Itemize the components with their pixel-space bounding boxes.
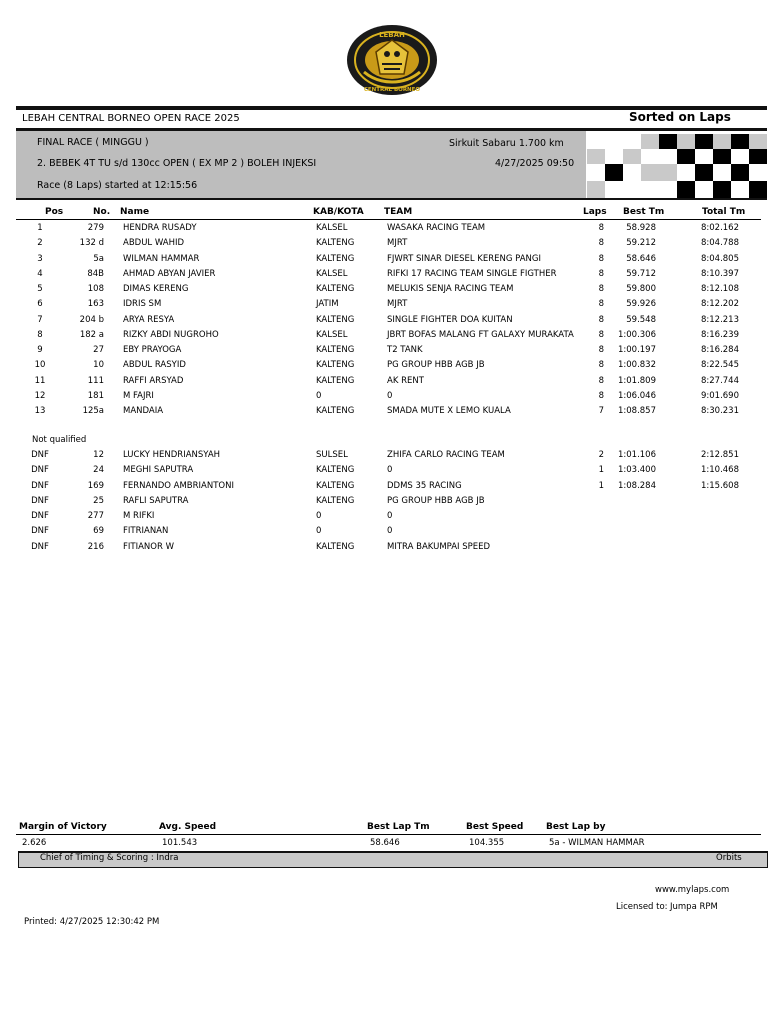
cell-best-time: 1:00.832	[617, 360, 656, 371]
cell-name: HENDRA RUSADY	[123, 223, 197, 233]
summary-best-lap-label: Best Lap Tm	[367, 822, 430, 832]
cell-name: RIZKY ABDI NUGROHO	[123, 329, 219, 340]
cell-kab-kota: KALSEL	[316, 329, 348, 340]
cell-number: 277	[87, 511, 104, 521]
cell-pos: 4	[37, 268, 43, 279]
cell-laps: 8	[598, 390, 604, 401]
cell-best-time: 1:01.809	[617, 375, 656, 386]
table-row	[0, 511, 768, 526]
cell-laps: 8	[598, 375, 604, 386]
cell-number: 27	[93, 345, 104, 355]
cell-number: 5a	[93, 253, 104, 264]
race-datetime: 4/27/2025 09:50	[495, 158, 575, 169]
cell-total-time: 8:22.545	[700, 360, 739, 371]
cell-kab-kota: KALTENG	[316, 253, 355, 264]
cell-pos: DNF	[31, 480, 49, 491]
summary-margin-value: 2.626	[22, 838, 47, 848]
cell-laps: 8	[598, 299, 604, 310]
cell-name: FITIANOR W	[123, 541, 174, 552]
cell-best-time: 1:06.046	[617, 390, 656, 401]
cell-laps: 7	[598, 406, 604, 416]
cell-kab-kota: KALTENG	[316, 465, 355, 476]
cell-number: 181	[87, 390, 104, 401]
cell-pos: 2	[37, 238, 43, 249]
cell-kab-kota: KALTENG	[316, 284, 355, 294]
cell-name: FITRIANAN	[123, 526, 169, 537]
summary-margin-label: Margin of Victory	[19, 822, 107, 832]
software-name: Orbits	[716, 853, 742, 863]
table-row	[0, 223, 768, 238]
cell-best-time: 1:03.400	[617, 465, 656, 476]
cell-laps: 8	[598, 253, 604, 264]
summary-best-speed-value: 104.355	[469, 838, 505, 848]
cell-best-time: 59.800	[626, 284, 656, 294]
table-row	[0, 345, 768, 360]
summary-avg-value: 101.543	[162, 838, 198, 848]
cell-number: 12	[93, 450, 104, 460]
cell-pos: 13	[34, 406, 46, 416]
cell-pos: 10	[34, 360, 46, 371]
cell-name: WILMAN HAMMAR	[123, 253, 200, 264]
col-laps: Laps	[583, 207, 607, 217]
cell-kab-kota: KALTENG	[316, 406, 355, 416]
cell-total-time: 8:12.213	[700, 314, 739, 325]
col-name: Name	[120, 207, 150, 217]
cell-team: 0	[387, 465, 393, 476]
cell-best-time: 59.548	[626, 314, 656, 325]
svg-text:CENTRAL BORNEO: CENTRAL BORNEO	[363, 87, 421, 93]
svg-text:LEBAH: LEBAH	[379, 31, 405, 39]
table-row	[0, 238, 768, 253]
table-row	[0, 360, 768, 375]
summary-best-speed-label: Best Speed	[466, 822, 524, 832]
cell-number: 279	[87, 223, 104, 233]
cell-kab-kota: JATIM	[316, 299, 339, 310]
cell-total-time: 8:16.239	[700, 329, 739, 340]
cell-number: 108	[87, 284, 104, 294]
cell-number: 163	[87, 299, 104, 310]
table-row	[0, 330, 768, 345]
cell-best-time: 1:00.197	[617, 345, 656, 355]
table-row	[0, 391, 768, 406]
cell-kab-kota: KALTENG	[316, 541, 355, 552]
cell-name: ABDUL RASYID	[123, 360, 186, 371]
cell-pos: 9	[37, 345, 43, 355]
cell-team: MITRA BAKUMPAI SPEED	[387, 541, 491, 552]
table-row	[0, 450, 768, 465]
cell-name: DIMAS KERENG	[123, 284, 189, 294]
cell-best-time: 1:01.106	[617, 450, 656, 460]
session-name: FINAL RACE ( MINGGU )	[37, 137, 149, 148]
cell-pos: 1	[37, 223, 43, 233]
cell-number: 182 a	[79, 329, 104, 340]
cell-total-time: 8:12.202	[700, 299, 739, 310]
cell-kab-kota: KALSEL	[316, 268, 348, 279]
cell-pos: 3	[37, 253, 43, 264]
table-row	[0, 299, 768, 314]
cell-number: 69	[93, 526, 104, 537]
cell-team: 0	[387, 390, 393, 401]
not-qualified-label: Not qualified	[32, 435, 87, 445]
cell-pos: 7	[37, 314, 43, 325]
cell-number: 111	[87, 375, 104, 386]
cell-team: JBRT BOFAS MALANG FT GALAXY MURAKATA	[387, 329, 574, 340]
header-underline	[16, 219, 761, 220]
cell-total-time: 2:12.851	[700, 450, 739, 460]
cell-laps: 2	[598, 450, 604, 460]
cell-best-time: 59.712	[626, 268, 656, 279]
cell-team: MELUKIS SENJA RACING TEAM	[387, 284, 514, 294]
cell-number: 10	[93, 360, 104, 371]
table-row	[0, 284, 768, 299]
cell-name: RAFLI SAPUTRA	[123, 495, 189, 506]
cell-name: EBY PRAYOGA	[123, 345, 182, 355]
cell-team: AK RENT	[387, 375, 424, 386]
cell-pos: 11	[34, 375, 46, 386]
cell-number: 84B	[87, 268, 104, 279]
cell-name: AHMAD ABYAN JAVIER	[123, 268, 216, 279]
cell-team: FJWRT SINAR DIESEL KERENG PANGI	[387, 253, 542, 264]
cell-kab-kota: KALTENG	[316, 480, 355, 491]
cell-total-time: 8:02.162	[700, 223, 739, 233]
cell-number: 204 b	[79, 314, 104, 325]
cell-laps: 8	[598, 223, 604, 233]
cell-best-time: 58.646	[626, 253, 656, 264]
cell-number: 216	[87, 541, 104, 552]
cell-number: 24	[93, 465, 104, 476]
circuit-info: Sirkuit Sabaru 1.700 km	[449, 138, 564, 149]
col-total: Total Tm	[702, 207, 746, 217]
cell-pos: DNF	[31, 465, 49, 476]
cell-total-time: 8:30.231	[700, 406, 739, 416]
cell-number: 25	[93, 495, 104, 506]
cell-total-time: 1:10.468	[700, 465, 739, 476]
website-link[interactable]: www.mylaps.com	[655, 885, 730, 895]
summary-best-by-label: Best Lap by	[546, 822, 606, 832]
chief-of-timing: Chief of Timing & Scoring : Indra	[40, 853, 179, 863]
cell-pos: DNF	[31, 495, 49, 506]
cell-pos: DNF	[31, 511, 49, 521]
cell-name: ABDUL WAHID	[123, 238, 185, 249]
cell-number: 169	[87, 480, 104, 491]
checkered-flag-icon	[586, 131, 767, 198]
cell-kab-kota: SULSEL	[316, 450, 348, 460]
cell-team: DDMS 35 RACING	[387, 480, 462, 491]
cell-kab-kota: KALTENG	[316, 375, 355, 386]
cell-pos: DNF	[31, 541, 49, 552]
cell-total-time: 8:16.284	[700, 345, 739, 355]
summary-best-by-value: 5a - WILMAN HAMMAR	[549, 838, 645, 848]
cell-team: SINGLE FIGHTER DOA KUITAN	[387, 314, 513, 325]
cell-laps: 8	[598, 360, 604, 371]
col-team: TEAM	[384, 207, 413, 217]
cell-total-time: 9:01.690	[700, 390, 739, 401]
cell-team: PG GROUP HBB AGB JB	[387, 360, 485, 371]
cell-team: PG GROUP HBB AGB JB	[387, 495, 485, 506]
col-no: No.	[93, 207, 111, 217]
cell-number: 132 d	[79, 238, 104, 249]
licensed-label: Licensed to:	[616, 902, 668, 912]
cell-pos: 5	[37, 284, 43, 294]
cell-team: 0	[387, 526, 393, 537]
cell-total-time: 8:04.805	[700, 253, 739, 264]
cell-number: 125a	[82, 406, 104, 416]
cell-kab-kota: KALTENG	[316, 495, 355, 506]
cell-best-time: 59.212	[626, 238, 656, 249]
cell-best-time: 1:08.284	[617, 480, 656, 491]
class-name: 2. BEBEK 4T TU s/d 130cc OPEN ( EX MP 2 ) BOLEH INJEKSI	[37, 158, 317, 169]
cell-best-time: 58.928	[626, 223, 656, 233]
cell-total-time: 1:15.608	[700, 480, 739, 491]
table-row	[0, 496, 768, 511]
table-row	[0, 542, 768, 557]
cell-laps: 8	[598, 329, 604, 340]
cell-laps: 1	[598, 465, 604, 476]
cell-total-time: 8:27.744	[700, 375, 739, 386]
cell-best-time: 1:00.306	[617, 329, 656, 340]
cell-name: RAFFI ARSYAD	[123, 375, 184, 386]
bee-emblem-icon	[346, 24, 438, 96]
cell-name: M RIFKI	[123, 511, 155, 521]
cell-team: T2 TANK	[387, 345, 423, 355]
cell-laps: 1	[598, 480, 604, 491]
cell-total-time: 8:12.108	[700, 284, 739, 294]
table-row	[0, 406, 768, 421]
table-row	[0, 315, 768, 330]
table-row	[0, 526, 768, 541]
cell-best-time: 59.926	[626, 299, 656, 310]
cell-name: FERNANDO AMBRIANTONI	[123, 480, 234, 491]
cell-kab-kota: KALSEL	[316, 223, 348, 233]
cell-name: M FAJRI	[123, 390, 154, 401]
sort-label: Sorted on Laps	[629, 110, 731, 124]
summary-best-lap-value: 58.646	[370, 838, 400, 848]
cell-laps: 8	[598, 238, 604, 249]
summary-rule	[16, 834, 761, 835]
event-logo	[346, 24, 438, 96]
cell-total-time: 8:10.397	[700, 268, 739, 279]
cell-team: ZHIFA CARLO RACING TEAM	[387, 450, 505, 460]
cell-kab-kota: KALTENG	[316, 238, 355, 249]
cell-laps: 8	[598, 345, 604, 355]
cell-team: RIFKI 17 RACING TEAM SINGLE FIGTHER	[387, 268, 557, 279]
table-row	[0, 465, 768, 480]
printed-timestamp: Printed: 4/27/2025 12:30:42 PM	[24, 917, 160, 927]
cell-team: MJRT	[387, 299, 408, 310]
cell-name: MEGHI SAPUTRA	[123, 465, 194, 476]
race-info: Race (8 Laps) started at 12:15:56	[37, 180, 198, 191]
band-rule	[16, 198, 767, 200]
cell-kab-kota: KALTENG	[316, 360, 355, 371]
cell-pos: 8	[37, 329, 43, 340]
cell-team: 0	[387, 511, 393, 521]
col-kab: KAB/KOTA	[313, 207, 364, 217]
cell-name: MANDAIA	[123, 406, 164, 416]
col-pos: Pos	[45, 207, 64, 217]
cell-kab-kota: 0	[316, 526, 322, 537]
cell-team: WASAKA RACING TEAM	[387, 223, 486, 233]
col-best: Best Tm	[623, 207, 665, 217]
cell-laps: 8	[598, 268, 604, 279]
table-row	[0, 376, 768, 391]
cell-total-time: 8:04.788	[700, 238, 739, 249]
cell-best-time: 1:08.857	[617, 406, 656, 416]
cell-pos: 6	[37, 299, 43, 310]
cell-name: LUCKY HENDRIANSYAH	[123, 450, 221, 460]
cell-kab-kota: 0	[316, 390, 322, 401]
event-title: LEBAH CENTRAL BORNEO OPEN RACE 2025	[22, 113, 240, 124]
cell-team: SMADA MUTE X LEMO KUALA	[387, 406, 511, 416]
licensed-to: Jumpa RPM	[670, 902, 718, 912]
cell-kab-kota: KALTENG	[316, 345, 355, 355]
table-row	[0, 254, 768, 269]
cell-laps: 8	[598, 314, 604, 325]
cell-kab-kota: 0	[316, 511, 322, 521]
cell-laps: 8	[598, 284, 604, 294]
cell-name: ARYA RESYA	[123, 314, 175, 325]
summary-avg-label: Avg. Speed	[159, 822, 217, 832]
cell-pos: DNF	[31, 450, 49, 460]
cell-name: IDRIS SM	[123, 299, 162, 310]
table-row	[0, 269, 768, 284]
cell-kab-kota: KALTENG	[316, 314, 355, 325]
cell-pos: DNF	[31, 526, 49, 537]
cell-pos: 12	[34, 390, 46, 401]
cell-team: MJRT	[387, 238, 408, 249]
table-row	[0, 481, 768, 496]
